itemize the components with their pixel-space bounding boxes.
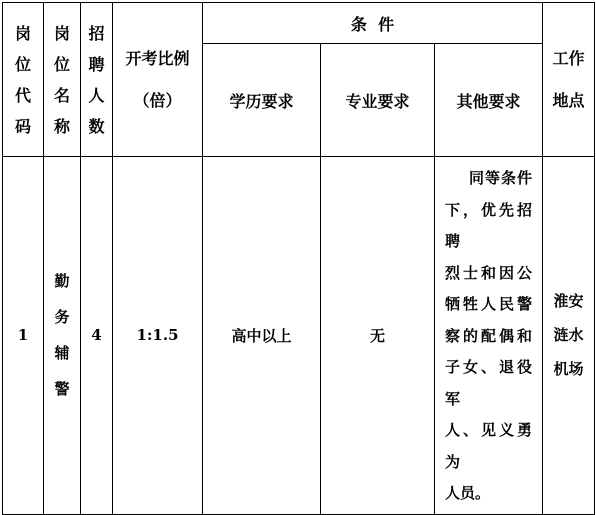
header-major-label: 专业要求 bbox=[345, 91, 410, 111]
location-line: 涟水 bbox=[553, 326, 584, 345]
cell-education: 高中以上 bbox=[203, 157, 321, 515]
header-position-code bbox=[3, 3, 44, 157]
cell-exam-ratio: 1:1.5 bbox=[113, 157, 203, 515]
header-char: 人 bbox=[88, 85, 105, 105]
name-char: 辅 bbox=[54, 344, 70, 363]
header-char: 名 bbox=[53, 85, 70, 105]
other-line: 下，优先招聘 bbox=[445, 200, 532, 250]
data-row bbox=[3, 157, 595, 515]
header-other-label: 其他要求 bbox=[456, 91, 521, 111]
header-exam-ratio-line1: 开考比例 bbox=[125, 48, 190, 68]
cell-position-name bbox=[44, 157, 81, 515]
header-recruit-count bbox=[81, 3, 113, 157]
cell-other-requirements bbox=[435, 157, 543, 515]
location-line: 机场 bbox=[553, 360, 584, 379]
header-char: 招 bbox=[88, 23, 105, 43]
header-char: 码 bbox=[14, 116, 31, 136]
header-exam-ratio-line2: （倍） bbox=[133, 90, 182, 110]
other-line: 子女、退役军 bbox=[445, 358, 532, 408]
header-location-line1: 工作 bbox=[552, 48, 585, 68]
recruitment-table-container bbox=[2, 2, 594, 502]
recruitment-table bbox=[2, 2, 595, 515]
other-line: 人、见义勇为 bbox=[445, 421, 532, 471]
header-location-line2: 地点 bbox=[552, 90, 585, 110]
other-line: 同等条件 bbox=[469, 169, 532, 187]
header-char: 代 bbox=[14, 85, 31, 105]
name-char: 务 bbox=[54, 308, 70, 327]
header-char: 位 bbox=[53, 54, 70, 74]
header-char: 数 bbox=[88, 116, 105, 136]
header-char: 称 bbox=[53, 116, 70, 136]
other-line: 烈士和因公 bbox=[445, 263, 532, 282]
header-conditions-label: 条 件 bbox=[350, 14, 395, 34]
header-char: 聘 bbox=[88, 54, 105, 74]
cell-major: 无 bbox=[321, 157, 435, 515]
header-exam-ratio bbox=[113, 3, 203, 157]
header-conditions bbox=[203, 3, 543, 44]
header-char: 岗 bbox=[14, 23, 31, 43]
header-position-name bbox=[44, 3, 81, 157]
location-line: 淮安 bbox=[553, 292, 584, 311]
header-education-label: 学历要求 bbox=[229, 91, 294, 111]
name-char: 勤 bbox=[54, 272, 70, 291]
header-row-1 bbox=[3, 3, 595, 44]
cell-position-code: 1 bbox=[3, 157, 44, 515]
header-other bbox=[435, 44, 543, 157]
header-char: 位 bbox=[14, 54, 31, 74]
name-char: 警 bbox=[54, 380, 70, 399]
header-major bbox=[321, 44, 435, 157]
other-line: 察的配偶和 bbox=[445, 326, 532, 345]
header-education bbox=[203, 44, 321, 157]
header-char: 岗 bbox=[53, 23, 70, 43]
cell-recruit-count: 4 bbox=[81, 157, 113, 515]
header-work-location bbox=[543, 3, 595, 157]
other-line: 人员。 bbox=[445, 484, 491, 502]
cell-work-location bbox=[543, 157, 595, 515]
other-line: 牺牲人民警 bbox=[445, 295, 532, 313]
